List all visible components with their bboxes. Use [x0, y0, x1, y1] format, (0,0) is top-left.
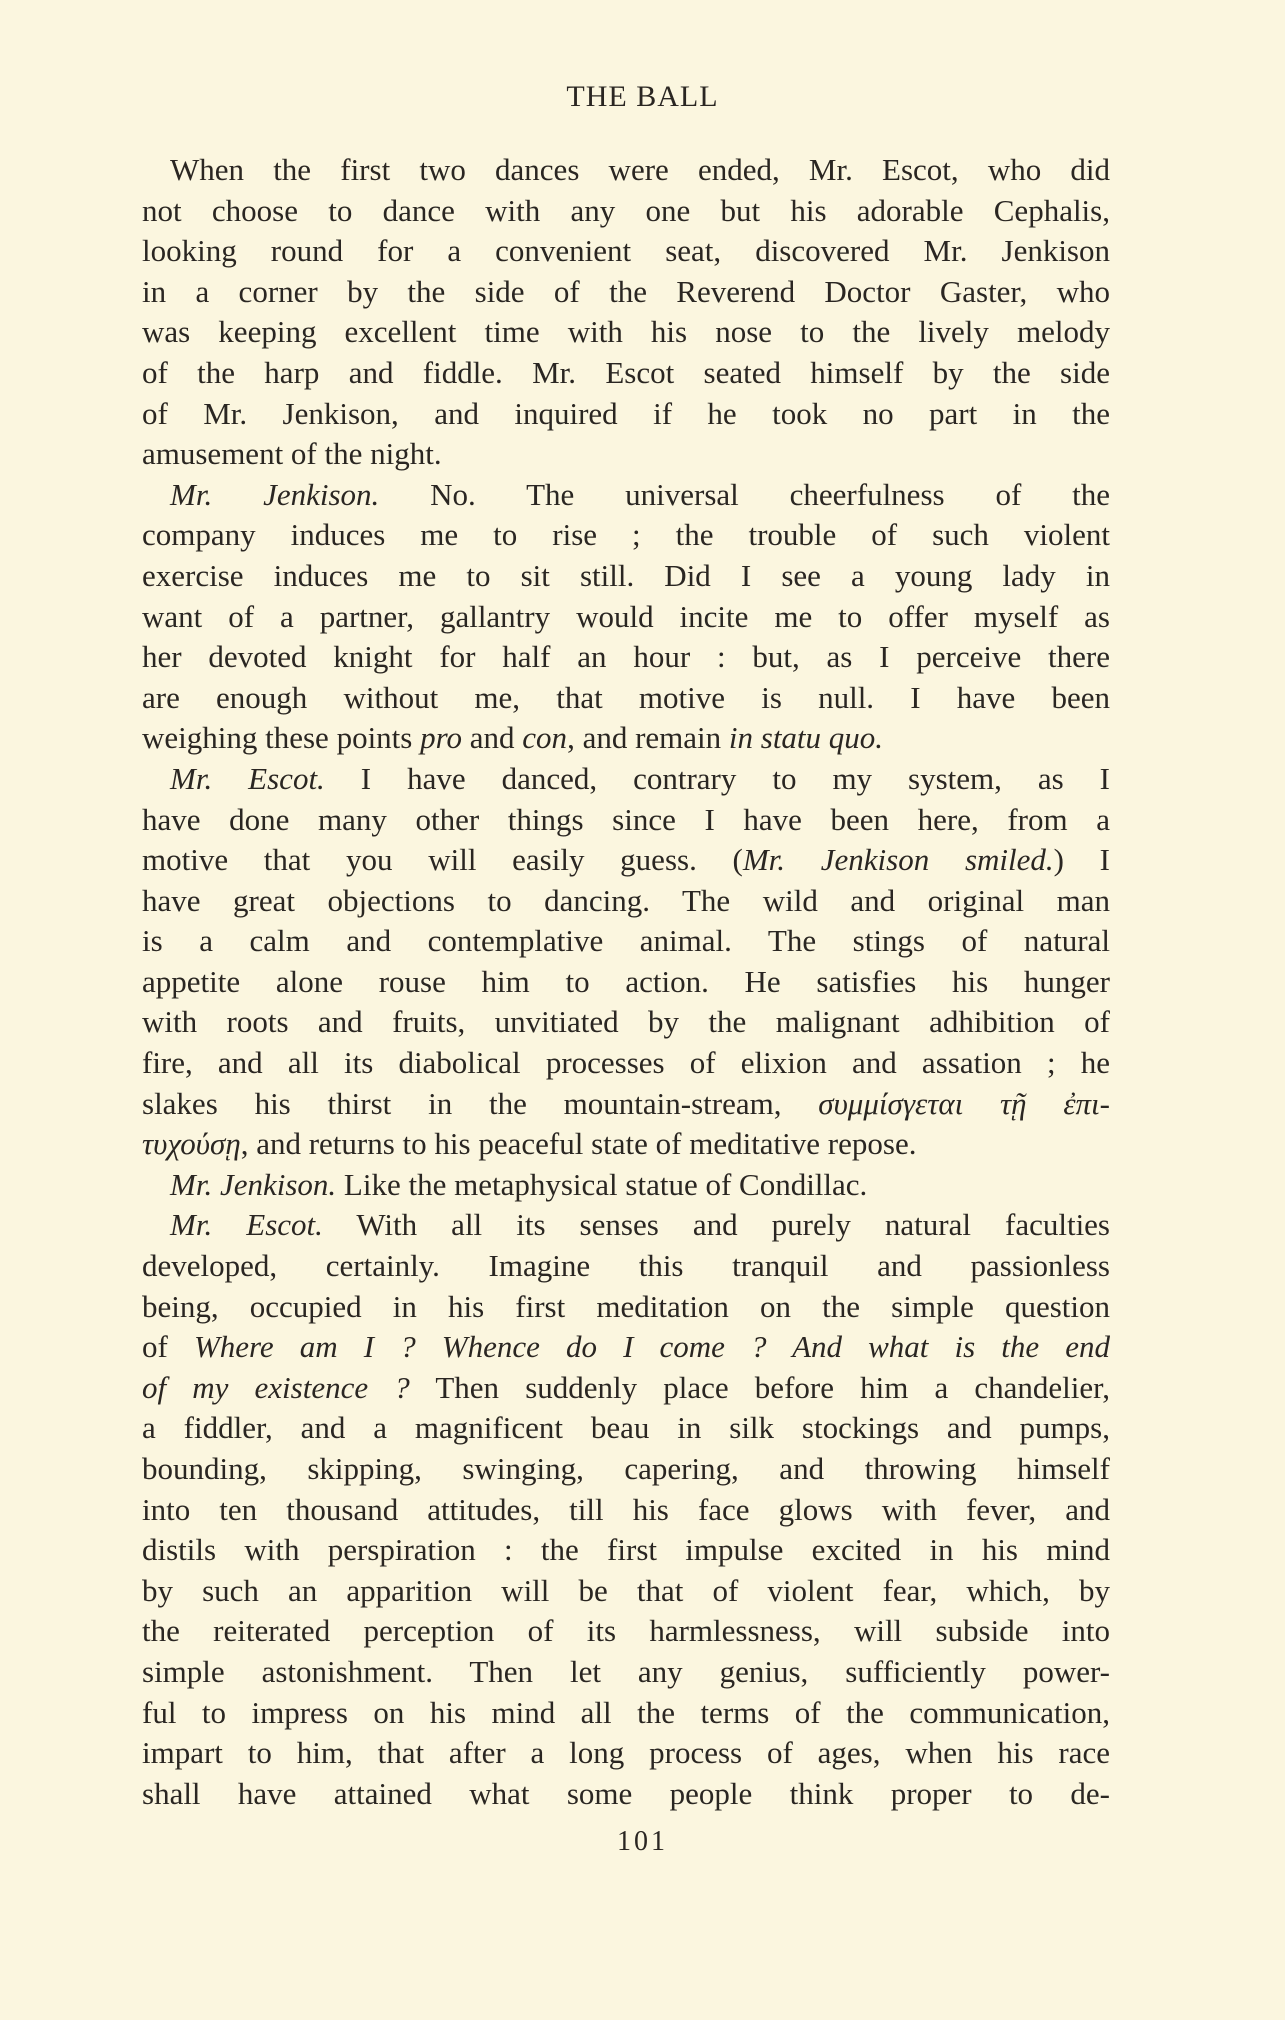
text-line — [142, 1124, 1110, 1165]
text-line — [142, 1327, 1110, 1368]
text-segment: weighing these points — [142, 720, 421, 756]
text-segment: looking round for a convenient seat, discovered Mr. Jenkison — [142, 233, 1110, 269]
text-segment: is a calm and contemplative animal. The stings of natural — [142, 923, 1110, 959]
running-head: THE BALL — [566, 80, 719, 113]
text-segment: the reiterated perception of its harmlessness, will subside into — [142, 1613, 1110, 1649]
italic-text: τυχούσῃ — [142, 1126, 241, 1162]
text-segment: distils with perspiration : the first impulse excited in his mind — [142, 1532, 1110, 1568]
italic-text: in statu quo. — [728, 720, 884, 756]
text-line — [142, 353, 1110, 394]
italic-text: Mr. Escot. — [170, 1207, 323, 1243]
text-segment: are enough without me, that motive is null. I have been — [142, 679, 1110, 715]
text-line — [142, 678, 1110, 719]
text-line — [142, 962, 1110, 1003]
italic-text: Where am I ? Whence do I come ? And what is the end — [193, 1329, 1110, 1365]
text-segment: a fiddler, and a magnificent beau in silk stockings and pumps, — [142, 1410, 1110, 1446]
text-segment: by such an apparition will be that of violent fear, which, by — [142, 1572, 1110, 1608]
text-line — [142, 800, 1110, 841]
text-segment: appetite alone rouse him to action. He satisfies his hunger — [142, 963, 1110, 999]
text-segment: have done many other things since I have been here, from a — [142, 801, 1110, 837]
text-line — [142, 1205, 1110, 1246]
italic-text: Mr. Jenkison smiled. — [742, 842, 1054, 878]
text-segment: of — [142, 1329, 194, 1365]
text-line — [142, 272, 1110, 313]
text-line — [142, 1490, 1110, 1531]
text-segment: want of a partner, gallantry would incite me to offer myself as — [142, 598, 1110, 634]
page-number: 101 — [617, 1826, 668, 1857]
text-line — [142, 597, 1110, 638]
text-segment: company induces me to rise ; the trouble of such violent — [142, 517, 1110, 553]
text-line — [142, 515, 1110, 556]
text-line — [142, 1571, 1110, 1612]
text-line — [142, 1693, 1110, 1734]
text-segment: When the first two dances were ended, Mr. Escot, who did — [170, 152, 1110, 187]
text-segment: shall have attained what some people think proper to de- — [142, 1775, 1110, 1811]
text-segment: slakes his thirst in the mountain-stream, — [142, 1085, 819, 1121]
text-segment: simple astonishment. Then let any genius, sufficiently power- — [142, 1653, 1110, 1689]
text-line — [142, 556, 1110, 597]
body-text — [142, 150, 1110, 1814]
text-line — [142, 1287, 1110, 1328]
text-line — [142, 394, 1110, 435]
text-segment: No. The universal cheerfulness of the — [379, 476, 1110, 512]
text-line — [142, 1652, 1110, 1693]
text-segment: in a corner by the side of the Reverend Doctor Gaster, who — [142, 273, 1110, 309]
italic-text: pro — [420, 720, 463, 756]
text-segment: was keeping excellent time with his nose to the lively melody — [142, 314, 1110, 350]
text-segment: not choose to dance with any one but his adorable Cephalis, — [142, 192, 1110, 228]
text-line — [142, 191, 1110, 232]
text-segment: and — [462, 720, 523, 756]
text-line — [142, 1043, 1110, 1084]
text-segment: fire, and all its diabolical processes of elixion and assation ; he — [142, 1045, 1110, 1081]
text-segment: , and remain — [567, 720, 729, 756]
text-segment: with roots and fruits, unvitiated by the malignant adhibition of — [142, 1004, 1110, 1040]
text-segment: being, occupied in his first meditation on the simple question — [142, 1288, 1110, 1324]
italic-text: Mr. Jenkison. — [170, 476, 380, 512]
text-line — [142, 1530, 1110, 1571]
text-segment: Like the metaphysical statue of Condillac. — [336, 1166, 868, 1202]
text-line — [142, 840, 1110, 881]
italic-text: con — [522, 720, 568, 756]
text-line — [142, 1774, 1110, 1815]
text-segment: into ten thousand attitudes, till his face glows with fever, and — [142, 1491, 1110, 1527]
text-line — [142, 1246, 1110, 1287]
italic-text: Mr. Jenkison. — [170, 1166, 337, 1202]
text-segment: of the harp and fiddle. Mr. Escot seated himself by the side — [142, 354, 1110, 390]
text-line — [142, 1449, 1110, 1490]
text-segment: have great objections to dancing. The wild and original man — [142, 882, 1110, 918]
text-segment: exercise induces me to sit still. Did I see a young lady in — [142, 557, 1110, 593]
text-line — [142, 434, 1110, 475]
text-segment: With all its senses and purely natural faculties — [322, 1207, 1110, 1243]
text-line — [142, 1368, 1110, 1409]
text-line — [142, 1165, 1110, 1206]
text-line — [142, 150, 1110, 191]
text-line — [142, 312, 1110, 353]
text-segment: motive that you will easily guess. ( — [142, 842, 743, 878]
text-line — [142, 1002, 1110, 1043]
text-segment: impart to him, that after a long process of ages, when his race — [142, 1735, 1110, 1771]
text-line — [142, 475, 1110, 516]
text-line — [142, 718, 1110, 759]
text-segment: I have danced, contrary to my system, as I — [324, 760, 1110, 796]
text-segment: amusement of the night. — [142, 436, 442, 472]
italic-text: of my existence ? — [142, 1369, 410, 1405]
text-segment: ful to impress on his mind all the terms of the communication, — [142, 1694, 1110, 1730]
text-line — [142, 1611, 1110, 1652]
text-segment: bounding, skipping, swinging, capering, and throwing himself — [142, 1451, 1110, 1486]
italic-text: συμμίσγεται τῇ ἐπι- — [818, 1085, 1110, 1121]
text-line — [142, 1408, 1110, 1449]
text-line — [142, 637, 1110, 678]
text-line — [142, 921, 1110, 962]
text-line — [142, 1084, 1110, 1125]
text-segment: ) I — [1053, 842, 1110, 878]
text-segment: her devoted knight for half an hour : but, as I perceive there — [142, 639, 1110, 675]
text-line — [142, 881, 1110, 922]
text-line — [142, 231, 1110, 272]
text-line — [142, 1733, 1110, 1774]
text-segment: Then suddenly place before him a chandelier, — [409, 1369, 1110, 1405]
text-segment: developed, certainly. Imagine this tranquil and passionless — [142, 1248, 1110, 1284]
text-segment: of Mr. Jenkison, and inquired if he took no part in the — [142, 395, 1110, 431]
text-line — [142, 759, 1110, 800]
italic-text: Mr. Escot. — [170, 760, 325, 796]
text-segment: , and returns to his peaceful state of meditative repose. — [240, 1126, 917, 1162]
